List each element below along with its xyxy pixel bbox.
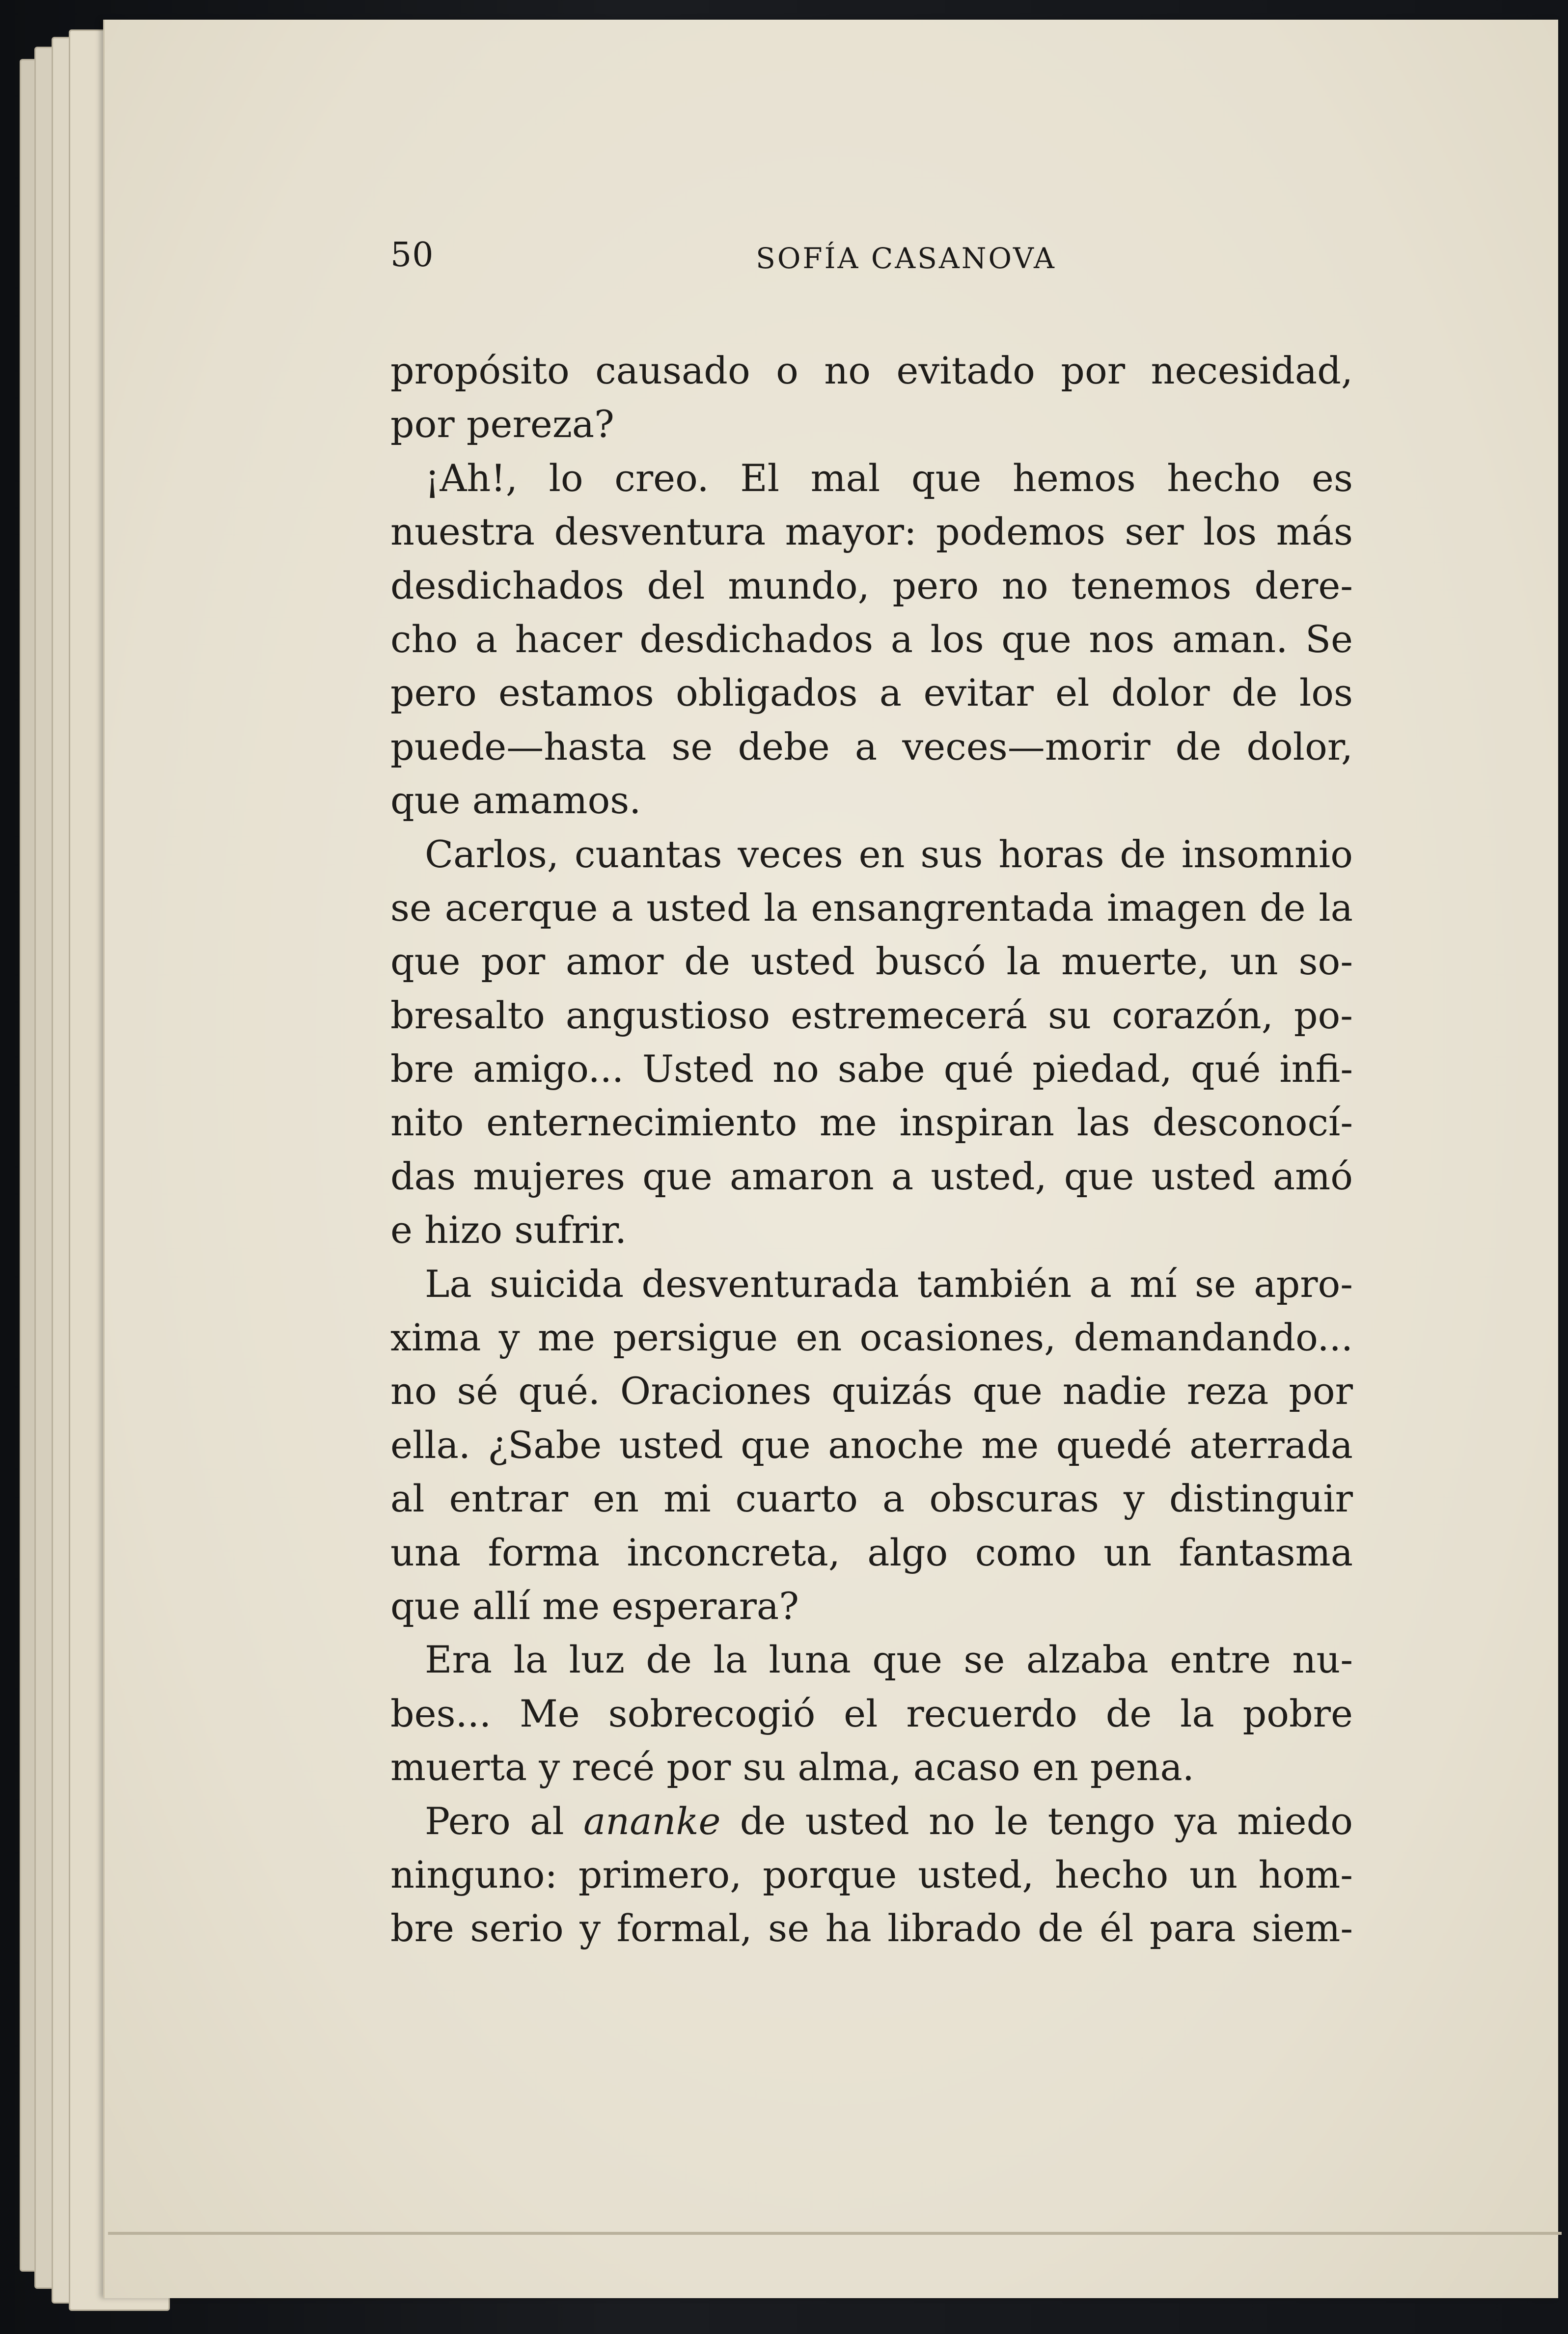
text-line: puede—hasta se debe a veces—morir de dolor,	[390, 724, 1353, 769]
text-line: se acerque a usted la ensangrentada imagen de la	[390, 885, 1353, 930]
text-line: no sé qué. Oraciones quizás que nadie reza por	[390, 1369, 1353, 1413]
text-line: Carlos, cuantas veces en sus horas de insomnio	[425, 832, 1353, 876]
text-line: e hizo sufrir.	[390, 1208, 627, 1252]
text-line: ¡Ah!, lo creo. El mal que hemos hecho es	[425, 456, 1353, 500]
text-line: desdichados del mundo, pero no tenemos dere-	[390, 563, 1353, 607]
body-text	[390, 344, 1353, 1955]
italic-word: ananke	[583, 1799, 721, 1843]
text-line: xima y me persigue en ocasiones, demandando...	[390, 1316, 1353, 1360]
text-line: que amamos.	[390, 778, 641, 823]
page-number: 50	[390, 236, 434, 275]
text-line: que por amor de usted buscó la muerte, un so-	[390, 939, 1353, 984]
text-line: por pereza?	[390, 402, 614, 446]
running-title: SOFÍA CASANOVA	[756, 242, 1056, 275]
page-bottom-edge	[108, 2232, 1562, 2235]
text-line: propósito causado o no evitado por necesidad,	[390, 349, 1353, 392]
text-line: ninguno: primero, porque usted, hecho un hom-	[390, 1852, 1353, 1896]
text-line: que allí me esperara?	[390, 1584, 799, 1628]
text-line: das mujeres que amaron a usted, que usted amó	[390, 1154, 1353, 1198]
text-line: bre serio y formal, se ha librado de él para siem-	[390, 1906, 1353, 1950]
page-header	[390, 231, 1353, 290]
text-fragment: Pero al	[425, 1799, 583, 1843]
text-line: bre amigo... Usted no sabe qué piedad, qué infi-	[390, 1047, 1353, 1091]
text-line: al entrar en mi cuarto a obscuras y distinguir	[390, 1477, 1353, 1521]
text-line: pero estamos obligados a evitar el dolor de los	[390, 671, 1353, 715]
text-line: nito enternecimiento me inspiran las desconocí-	[390, 1100, 1353, 1145]
text-line: una forma inconcreta, algo como un fantasma	[390, 1530, 1353, 1574]
text-line: La suicida desventurada también a mí se apro-	[425, 1262, 1353, 1306]
text-line	[390, 1794, 1353, 1848]
text-fragment: de usted no le tengo ya miedo	[740, 1799, 1353, 1843]
text-line: cho a hacer desdichados a los que nos aman. Se	[390, 617, 1353, 661]
text-line: bes... Me sobrecogió el recuerdo de la pobre	[390, 1691, 1353, 1735]
text-line: nuestra desventura mayor: podemos ser los más	[390, 510, 1353, 554]
text-line: bresalto angustioso estremecerá su corazón, po-	[390, 993, 1353, 1037]
text-line: Era la luz de la luna que se alzaba entre nu-	[425, 1638, 1353, 1682]
text-line: muerta y recé por su alma, acaso en pena.	[390, 1745, 1194, 1789]
text-line: ella. ¿Sabe usted que anoche me quedé aterrada	[390, 1423, 1353, 1467]
